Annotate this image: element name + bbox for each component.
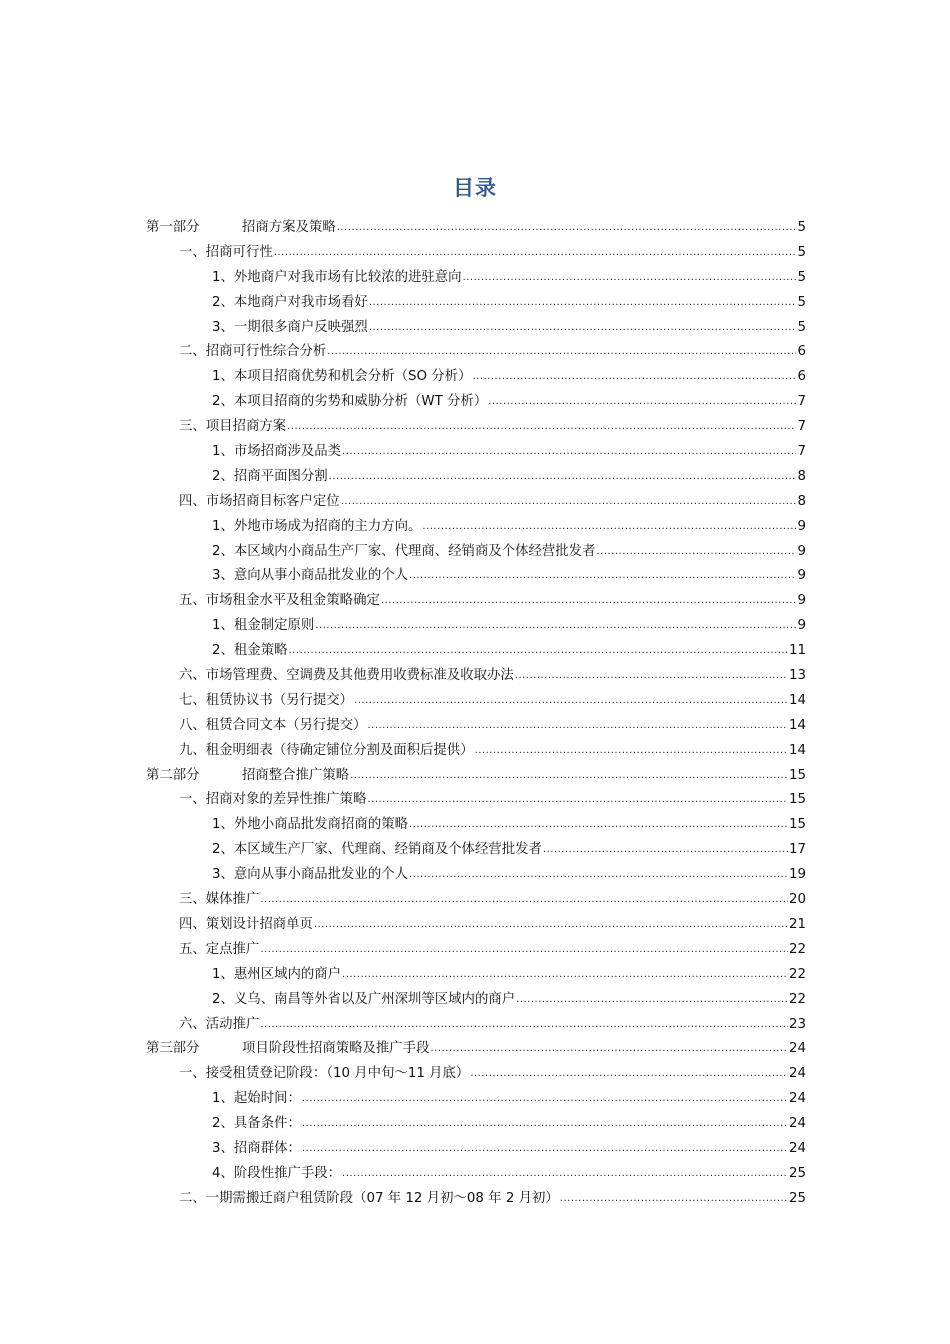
dot-leader [475, 739, 788, 764]
toc-page-number: 9 [797, 568, 806, 584]
toc-entry-label: 1、租金制定原则 [212, 618, 315, 634]
toc-section-entry[interactable] [146, 714, 806, 739]
toc-page-number: 24 [788, 1116, 806, 1132]
dot-leader [315, 614, 796, 639]
toc-page-number: 14 [788, 717, 806, 733]
toc-page-number: 9 [797, 593, 806, 609]
toc-entry-title [179, 340, 326, 365]
dot-leader [369, 291, 797, 316]
toc-entry-title [212, 988, 515, 1013]
page-title: 目录 [453, 176, 497, 200]
toc-page-number: 14 [788, 692, 806, 708]
dot-leader [288, 639, 787, 664]
toc-page-number: 14 [788, 742, 806, 758]
toc-entry-label: 二、招商可行性综合分析 [179, 344, 327, 360]
toc-page-number: 24 [788, 1066, 806, 1082]
toc-section-entry[interactable] [146, 913, 806, 938]
toc-entry-label: 2、租金策略 [212, 643, 288, 659]
toc-entry-title [179, 490, 340, 515]
toc-entry-title [179, 938, 259, 963]
toc-entry-label: 项目阶段性招商策略及推广手段 [242, 1041, 430, 1057]
toc-section-entry[interactable] [146, 689, 806, 714]
toc-entry-label: 1、外地市场成为招商的主力方向。 [212, 518, 422, 534]
toc-section-entry[interactable] [146, 888, 806, 913]
toc-entry-title [179, 589, 380, 614]
toc-page-number: 7 [797, 419, 806, 435]
toc-entry-label: 1、外地商户对我市场有比较浓的进驻意向 [212, 269, 462, 285]
toc-entry-title [212, 515, 421, 540]
toc-page-number: 11 [788, 643, 806, 659]
toc-page-number: 6 [797, 344, 806, 360]
toc-entry-title [179, 888, 259, 913]
dot-leader [463, 266, 797, 291]
toc-entry-title [212, 440, 341, 465]
toc-entry-label: 1、市场招商涉及品类 [212, 444, 342, 460]
toc-subsection-entry[interactable] [146, 390, 806, 415]
toc-entry-title [212, 1137, 301, 1162]
toc-entry-title [212, 291, 368, 316]
toc-page-number: 8 [797, 493, 806, 509]
toc-subsection-entry[interactable] [146, 963, 806, 988]
toc-entry-label: 3、意向从事小商品批发业的个人 [212, 867, 408, 883]
toc-page-number: 7 [797, 444, 806, 460]
toc-section-entry[interactable] [146, 490, 806, 515]
toc-entry-title [212, 1112, 301, 1137]
toc-subsection-entry[interactable] [146, 465, 806, 490]
toc-part-entry[interactable] [146, 216, 806, 241]
dot-leader [430, 1037, 787, 1062]
toc-subsection-entry[interactable] [146, 564, 806, 589]
dot-leader [260, 1013, 788, 1038]
toc-entry-label: 一、接受租赁登记阶段：（10 月中旬～11 月底） [179, 1066, 470, 1082]
toc-entry-label: 4、阶段性推广手段： [212, 1165, 342, 1181]
toc-page-number: 24 [788, 1041, 806, 1057]
toc-entry-title [146, 764, 349, 789]
toc-part-number: 第一部分 [146, 220, 200, 235]
dot-leader [287, 415, 796, 440]
toc-entry-title [179, 664, 514, 689]
toc-part-number: 第三部分 [146, 1041, 200, 1057]
toc-section-entry[interactable] [146, 1187, 806, 1212]
toc-entry-label: 一、招商对象的差异性推广策略 [179, 792, 367, 808]
toc-entry-label: 2、招商平面图分割 [212, 468, 328, 484]
dot-leader [381, 589, 797, 614]
toc-section-entry[interactable] [146, 664, 806, 689]
toc-page-number: 5 [797, 294, 806, 310]
toc-page-number: 9 [797, 518, 806, 534]
dot-leader [470, 1062, 788, 1087]
dot-leader [488, 390, 796, 415]
dot-leader [422, 515, 796, 540]
toc-entry-title [179, 714, 366, 739]
dot-leader [314, 913, 788, 938]
toc-entry-label: 1、起始时间： [212, 1091, 301, 1107]
toc-section-entry[interactable] [146, 241, 806, 266]
toc-entry-label: 二、一期需搬迁商户租赁阶段（07 年 12 月初～08 年 2 月初） [179, 1190, 559, 1206]
dot-leader [342, 440, 796, 465]
toc-entry-label: 2、具备条件： [212, 1116, 301, 1132]
toc-page-number: 5 [797, 269, 806, 285]
toc-subsection-entry[interactable] [146, 440, 806, 465]
dot-leader [515, 664, 788, 689]
toc-page-number: 22 [788, 941, 806, 957]
toc-entry-title [179, 689, 353, 714]
toc-entry-label: 六、活动推广 [179, 1016, 260, 1032]
dot-leader [367, 788, 787, 813]
toc-entry-label: 七、租赁协议书（另行提交） [179, 692, 354, 708]
toc-entry-title [212, 390, 487, 415]
toc-page-number: 24 [788, 1091, 806, 1107]
toc-entry-title [179, 1013, 259, 1038]
toc-entry-label: 1、外地小商品批发商招商的策略 [212, 817, 408, 833]
toc-entry-label: 招商方案及策略 [242, 220, 336, 235]
toc-entry-label: 1、本项目招商优势和机会分析（SO 分析） [212, 369, 472, 385]
dot-leader [337, 216, 797, 241]
toc-part-entry[interactable] [146, 1037, 806, 1062]
toc-page-number: 17 [788, 842, 806, 858]
toc-subsection-entry[interactable] [146, 365, 806, 390]
toc-entry-title [179, 241, 273, 266]
toc-entry-title [179, 1062, 469, 1087]
toc-entry-label: 3、招商群体： [212, 1140, 301, 1156]
toc-page-number: 21 [788, 916, 806, 932]
toc-entry-label: 三、项目招商方案 [179, 419, 287, 435]
toc-entry-title [212, 266, 462, 291]
toc-page-number: 23 [788, 1016, 806, 1032]
toc-subsection-entry[interactable] [146, 1087, 806, 1112]
toc-section-entry[interactable] [146, 415, 806, 440]
dot-leader [302, 1087, 788, 1112]
toc-entry-title [212, 639, 287, 664]
toc-entry-title [179, 415, 286, 440]
toc-page-number: 22 [788, 966, 806, 982]
toc-page-number: 25 [788, 1190, 806, 1206]
toc-page-number: 7 [797, 394, 806, 410]
toc-section-entry[interactable] [146, 340, 806, 365]
toc-entry-label: 2、义乌、南昌等外省以及广州深圳等区域内的商户 [212, 991, 516, 1007]
toc-page-number: 15 [788, 817, 806, 833]
toc-entry-title [212, 838, 542, 863]
toc-section-entry[interactable] [146, 788, 806, 813]
dot-leader [354, 689, 788, 714]
toc-entry-title [212, 540, 595, 565]
toc-entry-title [212, 465, 328, 490]
dot-leader [350, 764, 788, 789]
dot-leader [409, 564, 796, 589]
toc-subsection-entry[interactable] [146, 639, 806, 664]
toc-part-entry[interactable] [146, 764, 806, 789]
toc-entry-title [212, 963, 341, 988]
toc-entry-label: 1、惠州区域内的商户 [212, 966, 342, 982]
toc-subsection-entry[interactable] [146, 988, 806, 1013]
dot-leader [274, 241, 797, 266]
dot-leader [341, 490, 797, 515]
dot-leader [560, 1187, 788, 1212]
toc-entry-title [212, 1162, 341, 1187]
toc-subsection-entry[interactable] [146, 1112, 806, 1137]
toc-entry-label: 2、本区域生产厂家、代理商、经销商及个体经营批发者 [212, 842, 542, 858]
toc-page-number: 5 [797, 220, 806, 235]
toc-subsection-entry[interactable] [146, 1137, 806, 1162]
toc-entry-title [212, 365, 471, 390]
toc-entry-title [179, 1187, 559, 1212]
dot-leader [342, 963, 788, 988]
toc-page-number: 13 [788, 668, 806, 684]
toc-entry-title [179, 739, 474, 764]
dot-leader [260, 888, 788, 913]
toc-entry-title [146, 1037, 429, 1062]
dot-leader [409, 863, 788, 888]
dot-leader [329, 465, 797, 490]
toc-page-number: 5 [797, 319, 806, 335]
toc-subsection-entry[interactable] [146, 614, 806, 639]
toc-page-number: 6 [797, 369, 806, 385]
toc-part-number: 第二部分 [146, 767, 200, 783]
toc-section-entry[interactable] [146, 1013, 806, 1038]
toc-subsection-entry[interactable] [146, 813, 806, 838]
toc-page-number: 24 [788, 1140, 806, 1156]
dot-leader [369, 316, 797, 341]
toc-entry-label: 三、媒体推广 [179, 892, 260, 908]
toc-entry-label: 2、本项目招商的劣势和威胁分析（WT 分析） [212, 394, 488, 410]
toc-entry-title [212, 564, 408, 589]
toc-page-number: 22 [788, 991, 806, 1007]
toc-entry-label: 3、一期很多商户反映强烈 [212, 319, 368, 335]
toc-section-entry[interactable] [146, 938, 806, 963]
toc-subsection-entry[interactable] [146, 1162, 806, 1187]
toc-page-number: 5 [797, 244, 806, 260]
toc-entry-title [179, 788, 366, 813]
toc-page-number: 20 [788, 892, 806, 908]
toc-page-number: 8 [797, 468, 806, 484]
dot-leader [409, 813, 788, 838]
dot-leader [342, 1162, 788, 1187]
toc-subsection-entry[interactable] [146, 291, 806, 316]
toc-entry-title [212, 316, 368, 341]
table-of-contents [146, 216, 806, 1212]
toc-subsection-entry[interactable] [146, 515, 806, 540]
toc-section-entry[interactable] [146, 739, 806, 764]
toc-page-number: 19 [788, 867, 806, 883]
toc-subsection-entry[interactable] [146, 266, 806, 291]
toc-subsection-entry[interactable] [146, 863, 806, 888]
toc-entry-label: 八、租赁合同文本（另行提交） [179, 717, 367, 733]
toc-entry-label: 五、市场租金水平及租金策略确定 [179, 593, 380, 609]
toc-entry-title [146, 216, 336, 241]
toc-subsection-entry[interactable] [146, 540, 806, 565]
dot-leader [327, 340, 796, 365]
toc-entry-label: 2、本区域内小商品生产厂家、代理商、经销商及个体经营批发者 [212, 543, 596, 559]
dot-leader [302, 1137, 788, 1162]
toc-section-entry[interactable] [146, 589, 806, 614]
toc-entry-title [212, 1087, 301, 1112]
toc-entry-label: 一、招商可行性 [179, 244, 273, 260]
dot-leader [543, 838, 788, 863]
toc-page-number: 15 [788, 792, 806, 808]
toc-entry-title [212, 863, 408, 888]
toc-entry-title [179, 913, 313, 938]
toc-subsection-entry[interactable] [146, 838, 806, 863]
toc-entry-title [212, 813, 408, 838]
toc-page-number: 9 [797, 543, 806, 559]
toc-entry-label: 四、市场招商目标客户定位 [179, 493, 340, 509]
toc-entry-label: 五、定点推广 [179, 941, 260, 957]
toc-entry-label: 招商整合推广策略 [242, 767, 350, 783]
dot-leader [516, 988, 788, 1013]
toc-subsection-entry[interactable] [146, 316, 806, 341]
dot-leader [367, 714, 787, 739]
toc-section-entry[interactable] [146, 1062, 806, 1087]
toc-entry-label: 六、市场管理费、空调费及其他费用收费标准及收取办法 [179, 668, 514, 684]
toc-page-number: 15 [788, 767, 806, 783]
toc-entry-label: 2、本地商户对我市场看好 [212, 294, 368, 310]
dot-leader [302, 1112, 788, 1137]
toc-entry-label: 3、意向从事小商品批发业的个人 [212, 568, 408, 584]
dot-leader [596, 540, 796, 565]
toc-entry-label: 九、租金明细表（待确定铺位分割及面积后提供） [179, 742, 474, 758]
dot-leader [472, 365, 796, 390]
toc-entry-title [212, 614, 314, 639]
dot-leader [260, 938, 788, 963]
toc-page-number: 9 [797, 618, 806, 634]
toc-page-number: 25 [788, 1165, 806, 1181]
toc-entry-label: 四、策划设计招商单页 [179, 916, 313, 932]
